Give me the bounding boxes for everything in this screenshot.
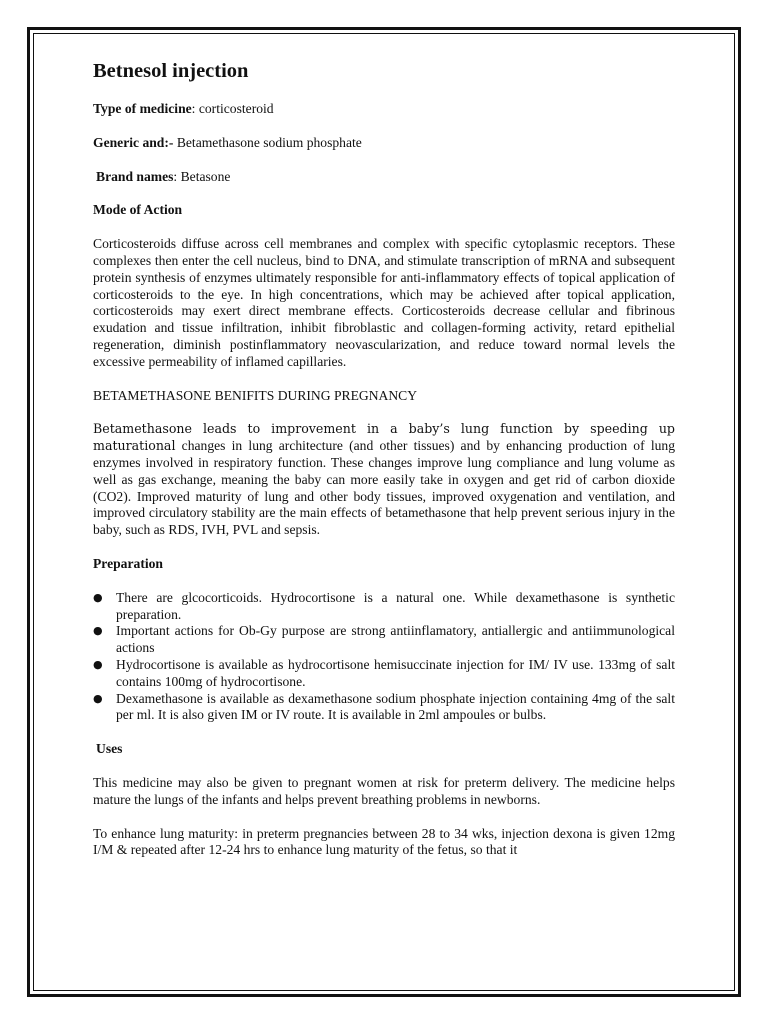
uses-paragraph: This medicine may also be given to pregnant women at risk for preterm delivery. The medicine helps mature the lungs of the infants and helps prevent breathing problems in newborns.	[93, 774, 675, 807]
benefits-heading: BETAMETHASONE BENIFITS DURING PREGNANCY	[93, 387, 418, 403]
list-item: ● There are glcocorticoids. Hydrocortisone is a natural one. While dexamethasone is synthetic preparation.	[93, 589, 675, 622]
lung-maturity-paragraph: To enhance lung maturity: in preterm pregnancies between 28 to 34 wks, injection dexona is given 12mg I/M & repeated after 12-24 hrs to enhance lung maturity of the fetus, so that it	[93, 825, 675, 858]
bullet-icon: ●	[93, 624, 103, 638]
document-body	[93, 58, 675, 859]
bullet-icon: ●	[93, 657, 103, 671]
uses-heading: Uses	[96, 741, 123, 757]
bullet-icon: ●	[93, 590, 103, 604]
type-of-medicine-value: : corticosteroid	[191, 101, 274, 116]
brand-names-field	[93, 169, 675, 186]
benefits-rest: changes in lung architecture (and other tissues) and by enhancing production of lung enzymes involved in respiratory function. These changes improve lung compliance and lung volume as well as gas exchange, meaning the baby can more easily take in oxygen and get rid of carbon dioxide (CO2). Improved maturity of lung and other body tissues, improved oxygenation and ventilation, and improved circulatory stability are the main effects of betamethasone that help prevent serious injury in the baby, such as RDS, IVH, PVL and sepsis.	[93, 438, 675, 538]
list-item: ● Hydrocortisone is available as hydrocortisone hemisuccinate injection for IM/ IV use. 133mg of salt contains 100mg of hydrocortisone.	[93, 656, 675, 689]
benefits-paragraph	[93, 421, 675, 539]
list-item: ● Dexamethasone is available as dexamethasone sodium phosphate injection containing 4mg of the salt per ml. It is also given IM or IV route. It is available in 2ml ampoules or bulbs.	[93, 690, 675, 723]
mode-of-action-heading: Mode of Action	[93, 202, 183, 218]
preparation-heading: Preparation	[93, 555, 163, 571]
generic-name-value: Betamethasone sodium phosphate	[173, 134, 362, 150]
generic-name-label: Generic and:-	[93, 134, 174, 150]
brand-names-label: Brand names	[96, 168, 174, 184]
generic-name-field	[93, 135, 675, 152]
type-of-medicine-field	[93, 101, 675, 118]
benefits-first-line: Betamethasone leads to improvement in a baby’s lung function by speeding up maturational	[93, 421, 675, 454]
preparation-list	[93, 590, 675, 724]
mode-of-action-paragraph: Corticosteroids diffuse across cell membranes and complex with specific cytoplasmic receptors. These complexes then enter the cell nucleus, bind to DNA, and stimulate transcription of mRNA and subsequent protein synthesis of enzymes ultimately responsible for anti-inflammatory effects of topical application of corticosteroids to the eye. In high concentrations, which may be achieved after topical application, corticosteroids may exert direct membrane effects. Corticosteroids decrease cellular and fibrinous exudation and tissue infiltration, inhibit fibroblastic and collagen-forming activity, retard epithelial regeneration, diminish postinflammatory neovascularization, and reduce toward normal levels the excessive permeability of inflamed capillaries.	[93, 236, 675, 369]
type-of-medicine-label: Type of medicine	[93, 101, 192, 116]
list-item: ● Important actions for Ob-Gy purpose are strong antiinflamatory, antiallergic and antiimmunological actions	[93, 623, 675, 656]
document-title: Betnesol injection	[93, 60, 249, 82]
bullet-icon: ●	[93, 691, 103, 705]
brand-names-value: : Betasone	[173, 168, 231, 184]
